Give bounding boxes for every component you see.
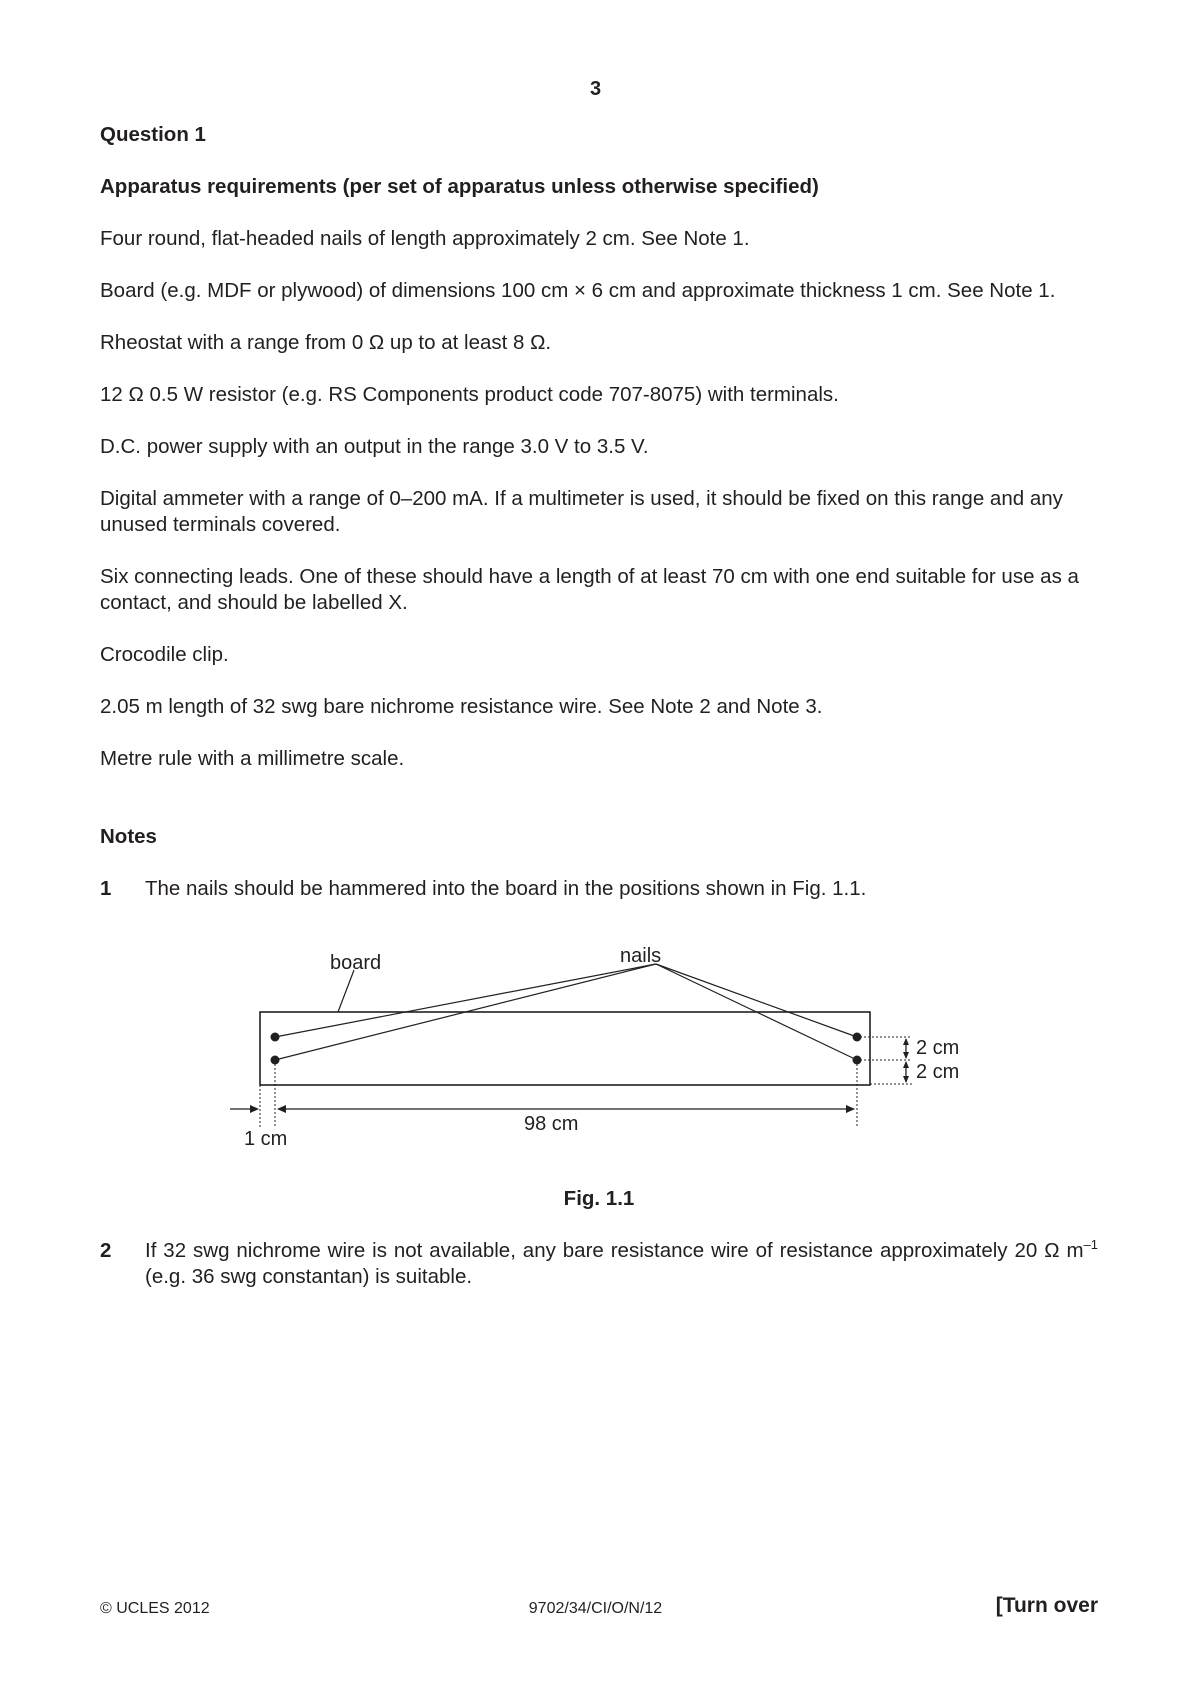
arrowhead-1cm-right xyxy=(250,1105,259,1113)
footer-turn-over: [Turn over xyxy=(995,1594,1098,1617)
arrowhead-98cm-right xyxy=(846,1105,855,1113)
note-2 xyxy=(100,1238,1098,1290)
note-2-text-a: If 32 swg nichrome wire is not available, any bare resistance wire of resistance approximately 20 Ω m xyxy=(145,1239,1084,1262)
arrowhead-98cm-left xyxy=(277,1105,286,1113)
label-1cm: 1 cm xyxy=(244,1128,288,1150)
label-2cm-bottom: 2 cm xyxy=(916,1061,960,1083)
nails-pointer-3 xyxy=(656,964,857,1037)
board-diagram xyxy=(100,928,1098,1178)
label-board: board xyxy=(330,952,382,974)
footer-copyright: © UCLES 2012 xyxy=(100,1600,210,1617)
note-2-text xyxy=(145,1238,1098,1290)
nail-bottom-right xyxy=(853,1056,862,1065)
arrowhead-2cm-bottom-up xyxy=(903,1061,909,1068)
arrowhead-2cm-bottom-down xyxy=(903,1076,909,1083)
footer-code: 9702/34/CI/O/N/12 xyxy=(528,1600,663,1617)
notes-heading: Notes xyxy=(100,825,157,848)
nail-bottom-left xyxy=(271,1056,280,1065)
apparatus-item-crocodile-clip: Crocodile clip. xyxy=(100,643,229,666)
label-2cm-top: 2 cm xyxy=(916,1037,960,1059)
figure-caption: Fig. 1.1 xyxy=(563,1187,635,1210)
nail-top-right xyxy=(853,1033,862,1042)
note-1-text: The nails should be hammered into the board in the positions shown in Fig. 1.1. xyxy=(145,877,867,900)
nail-top-left xyxy=(271,1033,280,1042)
page-content xyxy=(100,122,1098,1316)
nails-pointer-1 xyxy=(275,964,656,1037)
label-98cm: 98 cm xyxy=(524,1113,579,1135)
note-2-text-b: (e.g. 36 swg constantan) is suitable. xyxy=(145,1265,473,1288)
note-1 xyxy=(100,876,1098,902)
note-1-number: 1 xyxy=(100,877,112,900)
board-pointer-line xyxy=(338,970,354,1012)
apparatus-heading: Apparatus requirements (per set of apparatus unless otherwise specified) xyxy=(100,175,819,198)
label-nails: nails xyxy=(620,945,662,967)
note-2-number: 2 xyxy=(100,1239,112,1262)
note-2-superscript: –1 xyxy=(1083,1237,1098,1253)
apparatus-item-resistor: 12 Ω 0.5 W resistor (e.g. RS Components product code 707-8075) with terminals. xyxy=(100,383,839,406)
page-number: 3 xyxy=(589,78,602,100)
apparatus-item-rheostat: Rheostat with a range from 0 Ω up to at least 8 Ω. xyxy=(100,331,552,354)
arrowhead-2cm-top-down xyxy=(903,1052,909,1059)
apparatus-item-power-supply: D.C. power supply with an output in the range 3.0 V to 3.5 V. xyxy=(100,435,649,458)
question-title: Question 1 xyxy=(100,123,206,146)
apparatus-item-board: Board (e.g. MDF or plywood) of dimensions 100 cm × 6 cm and approximate thickness 1 cm. See Note 1. xyxy=(100,279,1056,302)
apparatus-item-metre-rule: Metre rule with a millimetre scale. xyxy=(100,747,405,770)
apparatus-item-nails: Four round, flat-headed nails of length approximately 2 cm. See Note 1. xyxy=(100,227,750,250)
figure-1-1 xyxy=(100,928,1098,1178)
apparatus-item-leads: Six connecting leads. One of these should have a length of at least 70 cm with one end suitable for use as a contact, and should be labelled X. xyxy=(100,565,1079,614)
apparatus-item-wire: 2.05 m length of 32 swg bare nichrome resistance wire. See Note 2 and Note 3. xyxy=(100,695,823,718)
apparatus-item-ammeter: Digital ammeter with a range of 0–200 mA. If a multimeter is used, it should be fixed on this range and any unused terminals covered. xyxy=(100,487,1063,536)
arrowhead-2cm-top-up xyxy=(903,1038,909,1045)
